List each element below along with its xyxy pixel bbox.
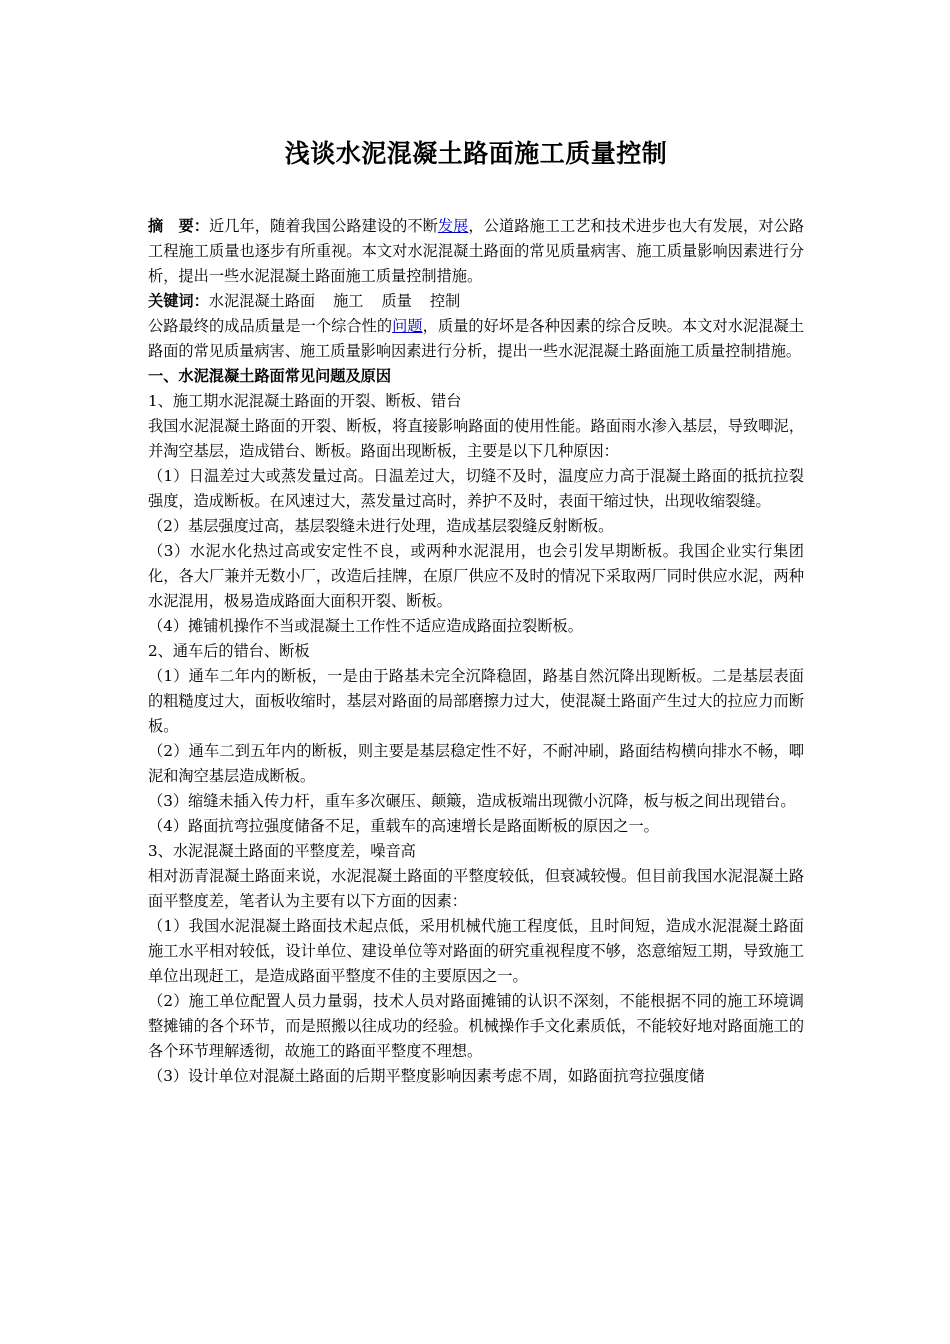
list-item: （3）缩缝未插入传力杆，重车多次碾压、颠簸，造成板端出现微小沉降，板与板之间出现错台。 bbox=[148, 792, 796, 810]
keyword-item: 质量 bbox=[381, 292, 412, 310]
keywords-paragraph bbox=[148, 289, 804, 314]
intro-text-1: 公路最终的成品质量是一个综合性的 bbox=[148, 317, 393, 335]
keyword-item: 水泥混凝土路面 bbox=[208, 292, 316, 310]
section-heading: 一、水泥混凝土路面常见问题及原因 bbox=[148, 367, 391, 385]
abstract-text-1: 近几年，随着我国公路建设的不断 bbox=[209, 217, 438, 235]
abstract-text-2: ，公道路施工工艺和技术进步也大有发展，对公路工程施工质量也逐步有所重视。本文对水泥混凝土路面的常见质量病害、施工质量影响因素进行分析，提出一些水泥混凝土路面施工质量控制措施。 bbox=[148, 217, 805, 285]
subsection-heading: 1、施工期水泥混凝土路面的开裂、断板、错台 bbox=[148, 392, 462, 410]
list-item: （2）基层强度过高，基层裂缝未进行处理，造成基层裂缝反射断板。 bbox=[148, 517, 614, 535]
abstract-paragraph bbox=[148, 214, 804, 289]
keyword-item: 控制 bbox=[429, 292, 461, 310]
list-item: （2）施工单位配置人员力量弱，技术人员对路面摊铺的认识不深刻，不能根据不同的施工环境调整摊铺的各个环节，而是照搬以往成功的经验。机械操作手文化素质低，不能较好地对路面施工的各个环节理解透彻，故施工的路面平整度不理想。 bbox=[148, 992, 804, 1060]
list-item: （3）设计单位对混凝土路面的后期平整度影响因素考虑不周，如路面抗弯拉强度储 bbox=[148, 1067, 705, 1085]
body-paragraph: 我国水泥混凝土路面的开裂、断板，将直接影响路面的使用性能。路面雨水渗入基层，导致唧泥，并淘空基层，造成错台、断板。路面出现断板，主要是以下几种原因： bbox=[148, 417, 804, 460]
document-body bbox=[148, 214, 804, 1089]
list-item: （1）我国水泥混凝土路面技术起点低，采用机械代施工程度低，且时间短，造成水泥混凝土路面施工水平相对较低，设计单位、建设单位等对路面的研究重视程度不够，恣意缩短工期，导致施工单位出现赶工，是造成路面平整度不佳的主要原因之一。 bbox=[148, 917, 804, 985]
list-item: （2）通车二到五年内的断板，则主要是基层稳定性不好，不耐冲刷，路面结构横向排水不畅，唧泥和淘空基层造成断板。 bbox=[148, 742, 804, 785]
list-item: （4）摊铺机操作不当或混凝土工作性不适应造成路面拉裂断板。 bbox=[148, 617, 583, 635]
list-item: （1）日温差过大或蒸发量过高。日温差过大，切缝不及时，温度应力高于混凝土路面的抵抗拉裂强度，造成断板。在风速过大，蒸发量过高时，养护不及时，表面干缩过快，出现收缩裂缝。 bbox=[148, 467, 804, 510]
list-item: （1）通车二年内的断板，一是由于路基未完全沉降稳固，路基自然沉降出现断板。二是基层表面的粗糙度过大，面板收缩时，基层对路面的局部磨擦力过大，使混凝土路面产生过大的拉应力而断板。 bbox=[148, 667, 804, 735]
subsection-heading: 2、通车后的错台、断板 bbox=[148, 642, 310, 660]
body-paragraph: 相对沥青混凝土路面来说，水泥混凝土路面的平整度较低，但衰减较慢。但目前我国水泥混凝土路面平整度差，笔者认为主要有以下方面的因素： bbox=[148, 867, 804, 910]
keywords-label: 关键词： bbox=[148, 292, 209, 310]
keyword-item: 施工 bbox=[333, 292, 364, 310]
document-page bbox=[148, 136, 804, 1089]
subsection-heading: 3、水泥混凝土路面的平整度差，噪音高 bbox=[148, 842, 416, 860]
abstract-link-development[interactable]: 发展 bbox=[437, 217, 469, 235]
list-item: （4）路面抗弯拉强度储备不足，重载车的高速增长是路面断板的原因之一。 bbox=[148, 817, 659, 835]
intro-paragraph bbox=[148, 314, 804, 364]
intro-text-2: ，质量的好坏是各种因素的综合反映。本文对水泥混凝土路面的常见质量病害、施工质量影响因素进行分析，提出一些水泥混凝土路面施工质量控制措施。 bbox=[148, 317, 805, 360]
intro-link-problem[interactable]: 问题 bbox=[392, 317, 423, 335]
abstract-label: 摘 要： bbox=[148, 217, 210, 235]
document-title: 浅谈水泥混凝土路面施工质量控制 bbox=[284, 139, 668, 168]
list-item: （3）水泥水化热过高或安定性不良，或两种水泥混用，也会引发早期断板。我国企业实行集团化，各大厂兼并无数小厂，改造后挂牌，在原厂供应不及时的情况下采取两厂同时供应水泥，两种水泥混用，极易造成路面大面积开裂、断板。 bbox=[148, 542, 804, 610]
